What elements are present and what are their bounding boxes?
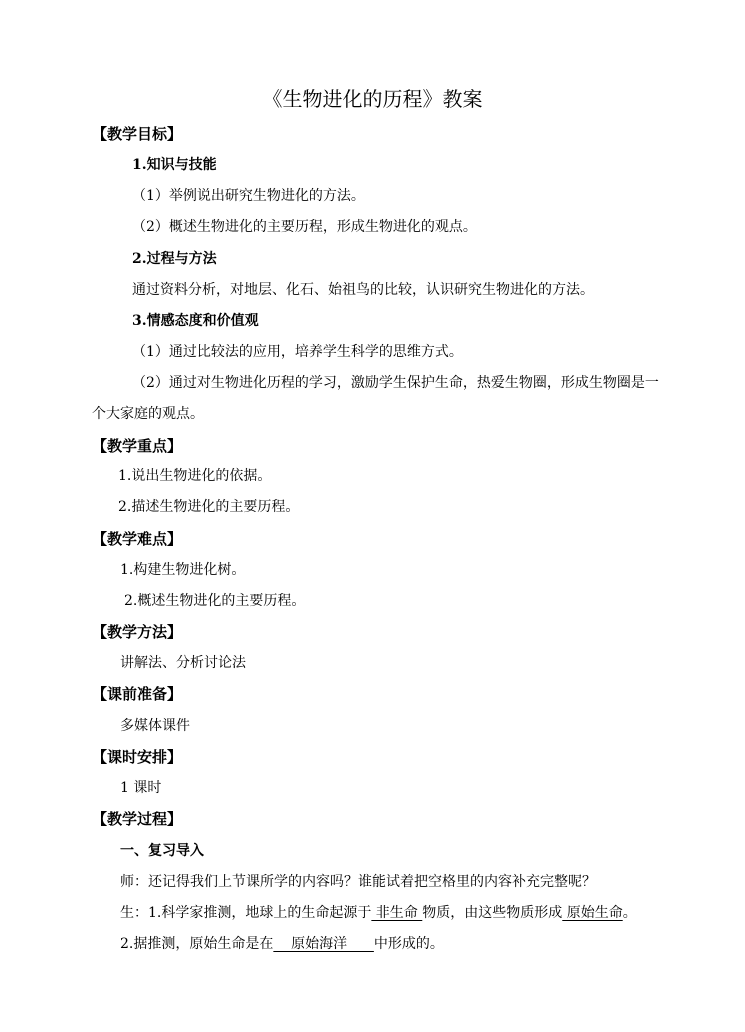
objectives-knowledge-item: （1）举例说出研究生物进化的方法。 bbox=[132, 188, 365, 204]
line3-text: 中形成的。 bbox=[373, 936, 444, 952]
difficult-points-heading: 【教学难点】 bbox=[92, 530, 183, 548]
objectives-attitude-item-continued: 个大家庭的观点。 bbox=[92, 406, 204, 422]
line3-text: 2.据推测，原始生命是在 bbox=[120, 936, 274, 952]
difficult-point-item: 1.构建生物进化树。 bbox=[120, 562, 246, 578]
difficult-point-item: 2.概述生物进化的主要历程。 bbox=[124, 593, 306, 609]
fill-blank-answer: 原始海洋 bbox=[273, 936, 374, 952]
preparation-text: 多媒体课件 bbox=[120, 718, 190, 734]
schedule-heading: 【课时安排】 bbox=[92, 748, 183, 766]
process-student-line bbox=[120, 903, 637, 923]
key-points-heading: 【教学重点】 bbox=[92, 437, 183, 455]
student-line-text: 生：1.科学家推测，地球上的生命起源于 bbox=[120, 905, 372, 921]
methods-heading: 【教学方法】 bbox=[92, 623, 183, 641]
objectives-process-title: 2.过程与方法 bbox=[132, 251, 217, 267]
objectives-attitude-title: 3.情感态度和价值观 bbox=[132, 313, 259, 329]
document-title: 《生物进化的历程》教案 bbox=[262, 87, 483, 111]
objectives-attitude-item: （2）通过对生物进化历程的学习，激励学生保护生命，热爱生物圈，形成生物圈是一 bbox=[132, 375, 659, 391]
student-line-text: 。 bbox=[622, 905, 637, 921]
key-point-item: 2.描述生物进化的主要历程。 bbox=[118, 499, 300, 515]
schedule-text: 1 课时 bbox=[120, 780, 162, 796]
fill-blank-answer: 非生命 bbox=[371, 905, 423, 921]
objectives-heading: 【教学目标】 bbox=[92, 125, 183, 143]
student-line-text: 物质，由这些物质形成 bbox=[422, 905, 563, 921]
fill-blank-answer: 原始生命 bbox=[562, 905, 623, 921]
objectives-attitude-item: （1）通过比较法的应用，培养学生科学的思维方式。 bbox=[132, 344, 463, 360]
objectives-knowledge-item: （2）概述生物进化的主要历程，形成生物进化的观点。 bbox=[132, 219, 477, 235]
process-heading: 【教学过程】 bbox=[92, 810, 183, 828]
key-point-item: 1.说出生物进化的依据。 bbox=[118, 468, 272, 484]
objectives-knowledge-title: 1.知识与技能 bbox=[132, 157, 217, 173]
process-teacher-line: 师：还记得我们上节课所学的内容吗？谁能试着把空格里的内容补充完整呢？ bbox=[120, 874, 596, 890]
preparation-heading: 【课前准备】 bbox=[92, 685, 183, 703]
process-section-title: 一、复习导入 bbox=[120, 843, 204, 859]
objectives-process-text: 通过资料分析，对地层、化石、始祖鸟的比较，认识研究生物进化的方法。 bbox=[132, 282, 594, 298]
methods-text: 讲解法、分析讨论法 bbox=[120, 655, 246, 671]
process-line-3 bbox=[120, 934, 444, 954]
